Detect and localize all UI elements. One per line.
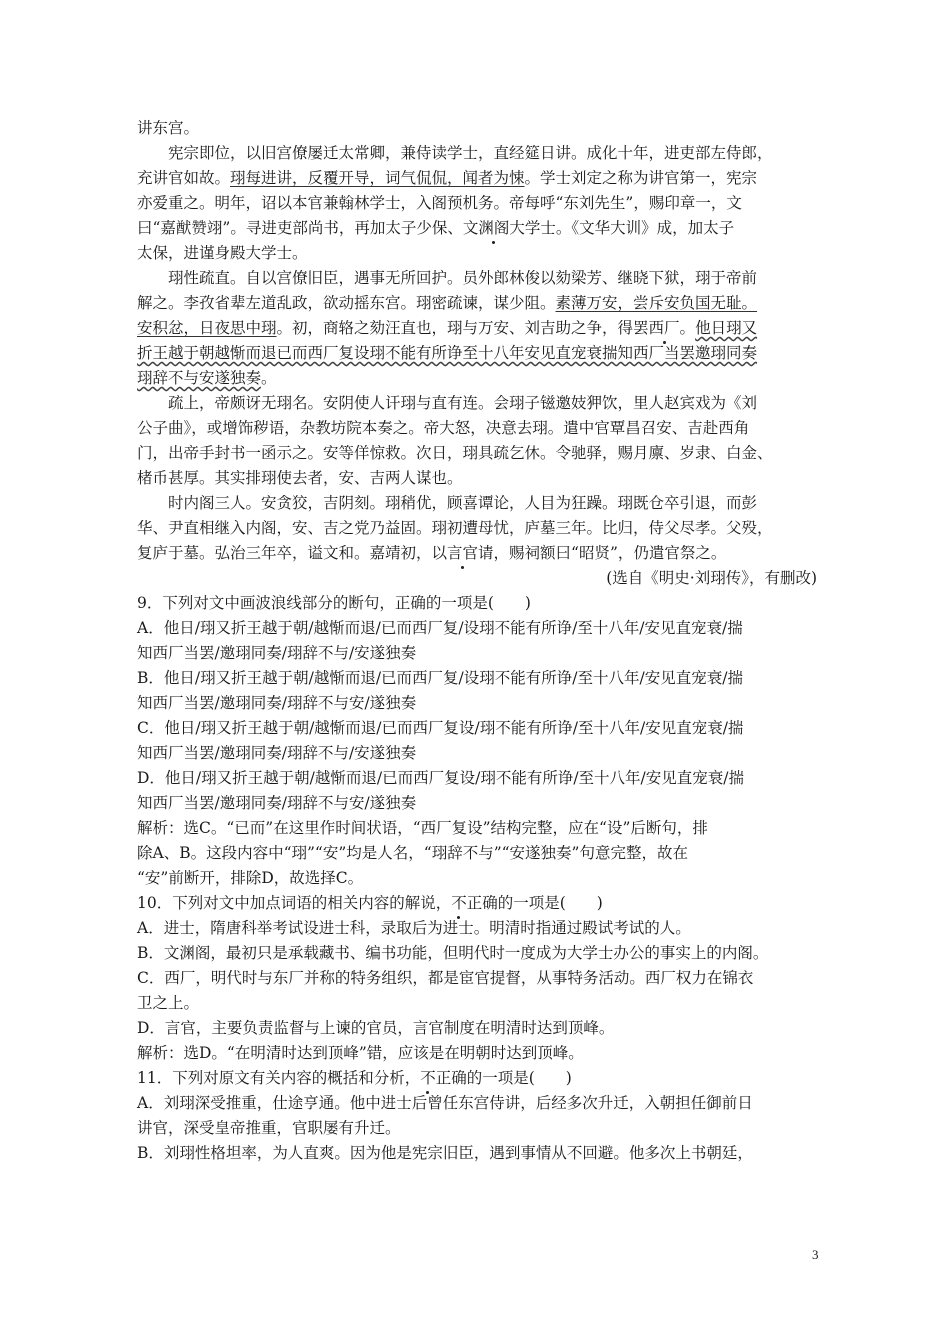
text: 10．下列对文中加点词语的相关内容的解说， xyxy=(137,894,452,912)
text: 知西厂当罢/邀珝同奏/珝辞不与/安遂独奏 xyxy=(137,744,417,762)
q10-option-d xyxy=(137,1016,817,1041)
text: 11．下列对原文有关内容的概括和分析， xyxy=(137,1069,421,1087)
text: B．刘珝性格坦率，为人直爽。因为他是宪宗旧臣，遇到事情从不回避。他多次上书朝廷， xyxy=(137,1144,753,1162)
text: 解析：选C。“已而”在这里作时间状语，“西厂复设”结构完整，应在“设”后断句，排 xyxy=(137,819,708,837)
question-9-stem xyxy=(137,591,817,616)
q10-option-c xyxy=(137,966,817,991)
passage-line xyxy=(137,316,817,341)
passage-line xyxy=(137,541,817,566)
passage-line xyxy=(137,241,817,266)
text: 珝性疏直。自以宫僚旧臣，遇事无所回护。员外郎林俊以劾梁芳、继晓下狱，珝于帝前 xyxy=(168,269,758,287)
question-11-stem xyxy=(137,1066,817,1091)
source-citation xyxy=(137,566,817,591)
wavy-underlined-text: 珝辞不与安遂独奏 xyxy=(137,369,262,387)
text: 卫之上。 xyxy=(137,994,200,1012)
q9-analysis-cont xyxy=(137,866,817,891)
text: 公子曲》，或增饰秽语，杂教坊院本奏之。帝大怒，决意去珝。遣中官覃昌召安、吉赴西角 xyxy=(137,419,750,437)
passage-line xyxy=(137,391,817,416)
emphasis-not: 不 xyxy=(420,1066,436,1091)
text: 知西厂当罢/邀珝同奏/珝辞不与安/遂独奏 xyxy=(137,794,417,812)
text: 华、尹直相继入内阁，安、吉之党乃益固。珝初遭母忧，庐墓三年。比归，侍父尽孝。父殁， xyxy=(137,519,773,537)
q9-analysis xyxy=(137,816,817,841)
text: (选自《明史·刘珝传》，有删改) xyxy=(606,569,817,587)
document-page xyxy=(137,116,817,1166)
q10-option-a xyxy=(137,916,817,941)
q11-option-a-cont xyxy=(137,1116,817,1141)
passage-line xyxy=(137,441,817,466)
q11-option-b xyxy=(137,1141,817,1166)
passage-line xyxy=(137,166,817,191)
q9-option-d xyxy=(137,766,817,791)
wavy-underlined-text: 折王越于朝越惭而退已而西厂复设珝不能有所诤至十八年安见直宠衰揣知西厂当罢邀珝同奏 xyxy=(137,344,758,362)
text: 。 xyxy=(261,369,277,387)
q9-option-d-cont xyxy=(137,791,817,816)
text: 疏上，帝颇讶无珝名。安阴使人讦珝与直有连。会珝子镃邀妓狎饮，里人赵宾戏为《刘 xyxy=(168,394,758,412)
text: A．刘珝深受推重，仕途亨通。他中进士后曾任东宫侍讲，后经多次升迁，入朝担任御前日 xyxy=(137,1094,753,1112)
dotted-term-yanguan: 言官 xyxy=(447,541,478,566)
text: 正确的一项是( ) xyxy=(466,894,603,912)
wavy-underlined-text: 他日珝又 xyxy=(695,319,758,337)
text: 门，出帝手封书一函示之。安等佯惊救。次日，珝具疏乞休。令驰驿，赐月廪、岁隶、白金、 xyxy=(137,444,773,462)
q9-option-b xyxy=(137,666,817,691)
emphasis-not: 不 xyxy=(451,891,467,916)
passage-line xyxy=(137,266,817,291)
q9-option-a-cont xyxy=(137,641,817,666)
text: C．西厂，明代时与东厂并称的特务组织，都是宦官提督，从事特务活动。西厂权力在锦衣 xyxy=(137,969,754,987)
text: 大学士。《文华大训》成，加太子 xyxy=(509,219,735,237)
underlined-sentence: 素薄万安，尝斥安负国无耻。 xyxy=(555,294,758,312)
passage-line xyxy=(137,341,817,366)
text: “安”前断开，排除D，故选择C。 xyxy=(137,869,364,887)
underlined-sentence: 珝每进讲，反覆开导，词气侃侃，闻者为悚 xyxy=(230,169,525,187)
text: D．他日/珝又折王越于朝/越惭而退/已而西厂复设/珝不能有所诤/至十八年/安见直宠衰/揣 xyxy=(137,769,744,787)
text: 知西厂当罢/邀珝同奏/珝辞不与/安遂独奏 xyxy=(137,644,417,662)
q9-option-c xyxy=(137,716,817,741)
text: A．进士，隋唐科举考试设进士科，录取后为进士。明清时指通过殿试考试的人。 xyxy=(137,919,691,937)
text: 9．下列对文中画波浪线部分的断句，正确的一项是( ) xyxy=(137,594,531,612)
text: 。 xyxy=(679,319,696,337)
text: B．他日/珝又折王越于朝/越惭而退/已而西厂复/设珝不能有所诤/至十八年/安见直宠衰/揣 xyxy=(137,669,743,687)
underlined-sentence: 安积忿，日夜思中珝 xyxy=(137,319,277,337)
text: 知西厂当罢/邀珝同奏/珝辞不与安/遂独奏 xyxy=(137,694,417,712)
text: 充讲官如故。 xyxy=(137,169,231,187)
passage-line xyxy=(137,116,817,141)
text: 解析：选D。“在明清时达到顶峰”错，应该是在明朝时达到顶峰。 xyxy=(137,1044,584,1062)
text: 讲官，深受皇帝推重，官职屡有升迁。 xyxy=(137,1119,401,1137)
passage-line xyxy=(137,291,817,316)
text: 楮币甚厚。其实排珝使去者，安、吉两人谋也。 xyxy=(137,469,463,487)
q11-option-a xyxy=(137,1091,817,1116)
dotted-term-wenyuange: 渊阁 xyxy=(478,216,509,241)
passage-line xyxy=(137,466,817,491)
text: 讲东宫。 xyxy=(137,119,200,137)
text: 太保，进谨身殿大学士。 xyxy=(137,244,308,262)
text: 。初，商辂之劾汪直也，珝与万安、刘吉助之争，得罢 xyxy=(276,319,649,337)
dotted-term-xichang: 西厂 xyxy=(649,316,680,341)
text: 宪宗即位，以旧宫僚屡迁太常卿，兼侍读学士，直经筵日讲。成化十年，进吏部左侍郎， xyxy=(168,144,773,162)
text: 曰“嘉猷赞翊”。寻进吏部尚书，再加太子少保、文 xyxy=(137,219,479,237)
text: 。学士刘定之称为讲官第一，宪宗 xyxy=(524,169,758,187)
passage-line xyxy=(137,191,817,216)
page-number: 3 xyxy=(812,1247,819,1262)
q10-option-c-cont xyxy=(137,991,817,1016)
text: 解之。李孜省辈左道乱政，欲动摇东宫。珝密疏谏，谋少阻。 xyxy=(137,294,556,312)
q9-option-a xyxy=(137,616,817,641)
text: 除A、B。这段内容中“珝”“安”均是人名，“珝辞不与”“安遂独奏”句意完整，故在 xyxy=(137,844,688,862)
text: 亦爱重之。明年，诏以本官兼翰林学士，入阁预机务。帝每呼“东刘先生”，赐印章一，文 xyxy=(137,194,742,212)
passage-line xyxy=(137,416,817,441)
passage-line xyxy=(137,516,817,541)
q10-analysis xyxy=(137,1041,817,1066)
passage-line xyxy=(137,491,817,516)
passage-line xyxy=(137,216,817,241)
text: D．言官，主要负责监督与上谏的官员，言官制度在明清时达到顶峰。 xyxy=(137,1019,615,1037)
question-10-stem xyxy=(137,891,817,916)
passage-line xyxy=(137,141,817,166)
text: C．他日/珝又折王越于朝/越惭而退/已而西厂复设/珝不能有所诤/至十八年/安见直宠衰/揣 xyxy=(137,719,744,737)
text: A．他日/珝又折王越于朝/越惭而退/已而西厂复/设珝不能有所诤/至十八年/安见直宠衰/揣 xyxy=(137,619,743,637)
q9-option-b-cont xyxy=(137,691,817,716)
q9-analysis-cont xyxy=(137,841,817,866)
text: 复庐于墓。弘治三年卒，谥文和。嘉靖初，以 xyxy=(137,544,448,562)
text: 时内阁三人。安贪狡，吉阴刻。珝稍优，顾喜谭论，人目为狂躁。珝既仓卒引退，而彭 xyxy=(168,494,758,512)
text: 正确的一项是( ) xyxy=(435,1069,572,1087)
text: B．文渊阁，最初只是承载藏书、编书功能，但明代时一度成为大学士办公的事实上的内阁。 xyxy=(137,944,769,962)
q10-option-b xyxy=(137,941,817,966)
passage-line xyxy=(137,366,817,391)
q9-option-c-cont xyxy=(137,741,817,766)
text: 请，赐祠额曰“昭贤”，仍遣官祭之。 xyxy=(478,544,727,562)
